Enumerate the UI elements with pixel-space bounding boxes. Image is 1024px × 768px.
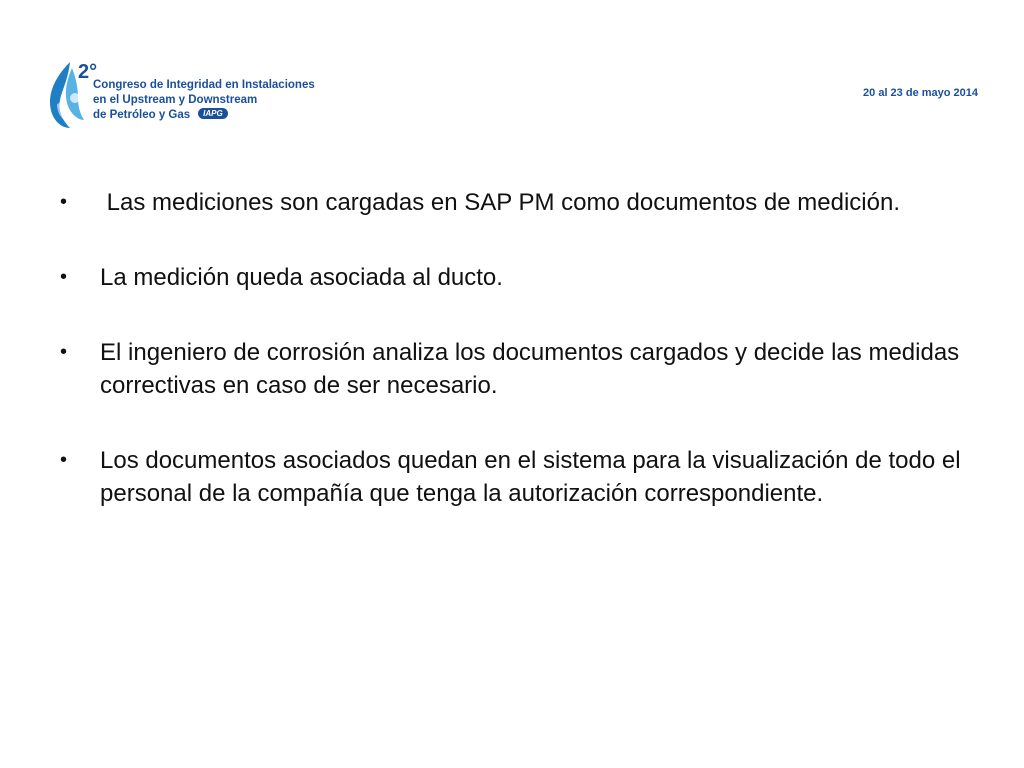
bullet-text: La medición queda asociada al ducto. bbox=[100, 264, 503, 291]
bullet-text: El ingeniero de corrosión analiza los documentos cargados y decide las medidas correctivas en caso de ser necesario. bbox=[100, 339, 960, 399]
event-date: 20 al 23 de mayo 2014 bbox=[863, 87, 978, 99]
bullet-marker: • bbox=[60, 266, 68, 288]
bullet-item bbox=[60, 444, 970, 510]
bullet-marker: • bbox=[60, 341, 68, 363]
edition-number: 2° bbox=[78, 61, 98, 83]
bullet-list bbox=[60, 186, 970, 510]
title-line: en el Upstream y Downstream bbox=[93, 94, 258, 106]
bullet-text: Las mediciones son cargadas en SAP PM como documentos de medición. bbox=[100, 189, 900, 216]
bullet-item bbox=[60, 261, 970, 294]
bullet-item bbox=[60, 336, 970, 402]
title-line-with-badge bbox=[93, 108, 315, 123]
title-line: Congreso de Integridad en Instalaciones bbox=[93, 79, 315, 91]
congress-title bbox=[93, 78, 315, 123]
bullet-text: Los documentos asociados quedan en el sistema para la visualización de todo el personal de la compañía que tenga la autorización correspondiente. bbox=[100, 447, 961, 507]
title-line: de Petróleo y Gas bbox=[93, 109, 191, 121]
bullet-marker: • bbox=[60, 191, 68, 213]
org-badge: IAPG bbox=[198, 108, 228, 119]
bullet-item bbox=[60, 186, 970, 219]
bullet-marker: • bbox=[60, 449, 68, 471]
slide-header bbox=[48, 58, 978, 132]
